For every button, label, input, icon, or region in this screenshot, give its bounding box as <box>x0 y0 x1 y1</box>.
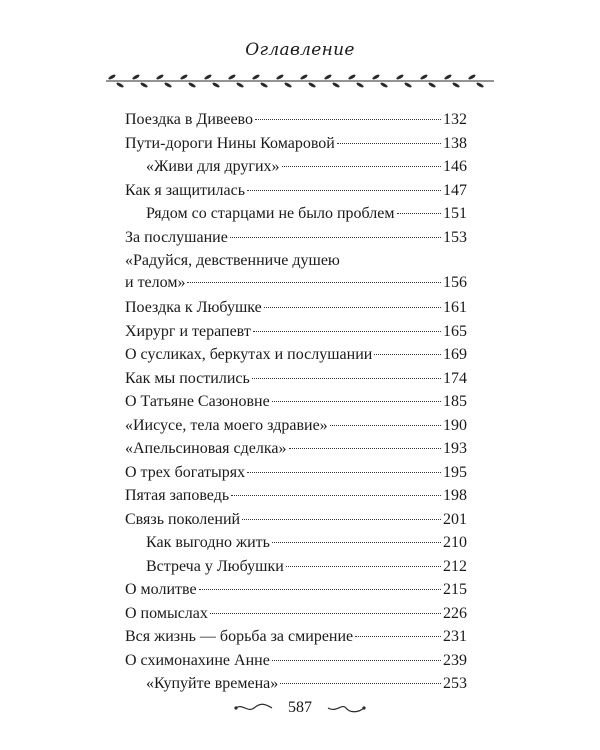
toc-entry-page: 132 <box>443 111 467 128</box>
toc-leader-dots <box>289 448 442 449</box>
toc-entry-page: 226 <box>443 605 467 622</box>
toc-entry-title: О помыслах <box>125 605 208 622</box>
toc-entry-title: Встреча у Любушки <box>146 558 284 575</box>
toc-entry[interactable] <box>125 344 467 366</box>
toc-leader-dots <box>231 495 441 496</box>
toc-entry-title: Рядом со старцами не было проблем <box>146 205 395 222</box>
vine-leaf-icon <box>236 82 245 89</box>
toc-leader-dots <box>374 354 441 355</box>
page-footer <box>0 699 600 717</box>
toc-entry-title: Вся жизнь — борьба за смирение <box>125 628 354 645</box>
toc-entry[interactable] <box>125 415 467 437</box>
toc-entry[interactable] <box>125 368 467 390</box>
toc-leader-dots <box>247 472 441 473</box>
toc-entry-title: О схимонахине Анне <box>125 652 270 669</box>
toc-entry[interactable] <box>146 673 467 695</box>
toc-entry[interactable] <box>125 109 467 131</box>
toc-entry[interactable] <box>125 626 467 648</box>
vine-leaf-icon <box>308 82 317 89</box>
vine-leaf-icon <box>332 82 341 89</box>
toc-entry-page: 201 <box>443 511 467 528</box>
vine-leaf-icon <box>468 74 477 81</box>
toc-entry-page: 195 <box>443 464 467 481</box>
vine-leaf-icon <box>188 82 197 89</box>
vine-leaf-icon <box>204 74 213 81</box>
toc-entry-page: 253 <box>443 675 467 692</box>
toc-entry-page: 165 <box>443 323 467 340</box>
vine-leaf-icon <box>116 82 125 89</box>
vine-leaf-icon <box>396 74 405 81</box>
toc-entry-page: 156 <box>443 274 467 291</box>
toc-entry-title: Как я защитилась <box>125 182 246 199</box>
toc-leader-dots <box>264 307 441 308</box>
toc-entry[interactable] <box>125 438 467 460</box>
toc-leader-dots <box>330 425 441 426</box>
toc-entry-title: «Купуйте времена» <box>146 675 279 692</box>
toc-entry-title: Как мы постились <box>125 370 250 387</box>
vine-leaf-icon <box>164 82 173 89</box>
vine-leaf-icon <box>260 82 269 89</box>
toc-entry-page: 161 <box>443 299 467 316</box>
toc-leader-dots <box>282 166 441 167</box>
vine-leaf-icon <box>476 82 485 89</box>
toc-entry-title: «Живи для других» <box>146 158 280 175</box>
toc-entry-title: Поездка к Любушке <box>125 299 262 316</box>
toc-leader-dots <box>247 190 441 191</box>
toc-entry[interactable] <box>146 156 467 178</box>
toc-leader-dots <box>272 401 441 402</box>
toc-leader-dots <box>187 282 441 283</box>
vine-leaf-icon <box>380 82 389 89</box>
vine-leaf-icon <box>180 74 189 81</box>
swirl-ornament-icon <box>234 702 274 714</box>
swirl-ornament-icon <box>326 702 366 714</box>
vine-leaf-icon <box>252 74 261 81</box>
toc-entry[interactable] <box>125 579 467 601</box>
vine-leaf-icon <box>300 74 309 81</box>
toc-entry[interactable] <box>125 321 467 343</box>
vine-leaf-icon <box>348 74 357 81</box>
toc-leader-dots <box>272 660 441 661</box>
toc-entry[interactable] <box>125 391 467 413</box>
vine-leaf-icon <box>372 74 381 81</box>
vine-leaf-icon <box>228 74 237 81</box>
toc-entry-page: 185 <box>443 393 467 410</box>
toc-entry-title: О трех богатырях <box>125 464 246 481</box>
toc-entry[interactable] <box>125 650 467 672</box>
toc-entry-page: 151 <box>443 205 467 222</box>
toc-entry-title: За послушание <box>125 229 228 246</box>
toc-entry[interactable] <box>125 180 467 202</box>
vine-leaf-icon <box>428 82 437 89</box>
vine-leaf-icon <box>404 82 413 89</box>
toc-entry[interactable] <box>125 297 467 319</box>
toc-entry-title: «Иисусе, тела моего здравие» <box>125 417 328 434</box>
toc-entry-title-continued: и телом» <box>125 274 186 291</box>
toc-entry[interactable] <box>125 603 467 625</box>
toc-entry-title: О молитве <box>125 581 197 598</box>
vine-leaf-icon <box>284 82 293 89</box>
toc-leader-dots <box>337 143 441 144</box>
toc-entry-page: 138 <box>443 135 467 152</box>
page-title: Оглавление <box>245 40 355 60</box>
toc-entry-page: 231 <box>443 628 467 645</box>
toc-entry-page: 210 <box>443 534 467 551</box>
toc-entry[interactable] <box>146 532 467 554</box>
toc-entry-title: «Радуйся, девственниче душею <box>125 252 340 269</box>
vine-leaf-icon <box>452 82 461 89</box>
toc-entry[interactable] <box>146 556 467 578</box>
toc-entry-title: Пятая заповедь <box>125 487 230 504</box>
toc-entry-page: 239 <box>443 652 467 669</box>
vine-leaf-icon <box>140 82 149 89</box>
toc-leader-dots <box>255 119 441 120</box>
toc-entry-title: Связь поколений <box>125 511 241 528</box>
toc-leader-dots <box>252 378 441 379</box>
toc-leader-dots <box>280 683 441 684</box>
page-number: 587 <box>288 699 312 716</box>
vine-ornament-icon <box>104 70 496 92</box>
toc-entry[interactable] <box>146 203 467 225</box>
toc-entry[interactable] <box>125 462 467 484</box>
toc-leader-dots <box>253 331 441 332</box>
toc-entry-title: О сусликах, беркутах и послушании <box>125 346 373 363</box>
toc-entry-page: 174 <box>443 370 467 387</box>
toc-leader-dots <box>199 589 441 590</box>
toc-entry-title: «Апельсиновая сделка» <box>125 440 287 457</box>
toc-entry-page: 198 <box>443 487 467 504</box>
toc-leader-dots <box>355 636 441 637</box>
toc-entry[interactable] <box>125 509 467 531</box>
toc-leader-dots <box>272 542 441 543</box>
vine-leaf-icon <box>212 82 221 89</box>
toc-entry[interactable] <box>125 227 467 249</box>
toc-entry-page: 190 <box>443 417 467 434</box>
vine-leaf-icon <box>132 74 141 81</box>
toc-entry[interactable] <box>125 250 467 294</box>
vine-leaf-icon <box>324 74 333 81</box>
vine-leaf-icon <box>108 74 117 81</box>
toc-entry-title: Пути-дороги Нины Комаровой <box>125 135 335 152</box>
toc-entry-page: 212 <box>443 558 467 575</box>
toc-entry[interactable] <box>125 133 467 155</box>
toc-leader-dots <box>242 519 441 520</box>
toc-leader-dots <box>230 237 441 238</box>
toc-entry[interactable] <box>125 485 467 507</box>
toc-entry-title: Поездка в Дивеево <box>125 111 253 128</box>
toc-entry-page: 215 <box>443 581 467 598</box>
toc-leader-dots <box>397 213 441 214</box>
toc-entry-title: О Татьяне Сазоновне <box>125 393 270 410</box>
toc-entry-page: 193 <box>443 440 467 457</box>
toc-entry-page: 153 <box>443 229 467 246</box>
vine-leaf-icon <box>276 74 285 81</box>
toc-entry-title: Как выгодно жить <box>146 534 270 551</box>
vine-leaf-icon <box>444 74 453 81</box>
toc-leader-dots <box>210 613 441 614</box>
toc-entry-page: 169 <box>443 346 467 363</box>
vine-leaf-icon <box>156 74 165 81</box>
toc-leader-dots <box>286 566 441 567</box>
toc-entry-page: 146 <box>443 158 467 175</box>
vine-leaf-icon <box>420 74 429 81</box>
toc-entry-title: Хирург и терапевт <box>125 323 251 340</box>
toc-entry-page: 147 <box>443 182 467 199</box>
vine-leaf-icon <box>356 82 365 89</box>
